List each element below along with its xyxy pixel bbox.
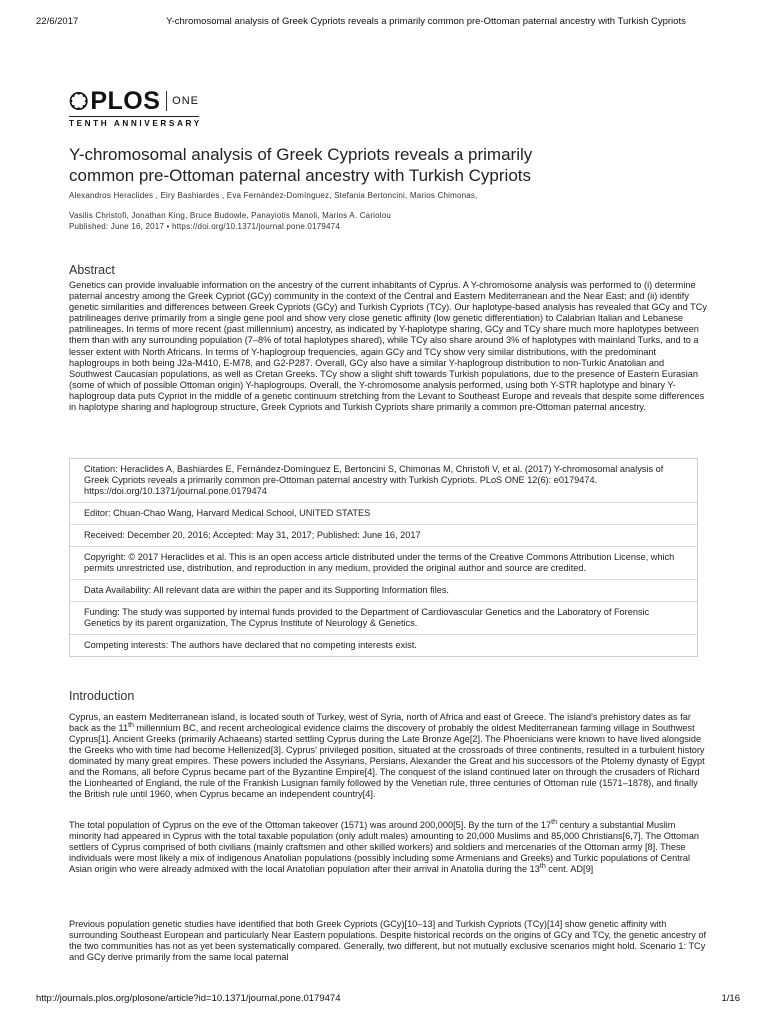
superscript: th [551, 818, 557, 826]
paragraph-text: century a substantial Muslim minority had appeared in Cyprus with the total taxable population (only adult males) amounting to 20,000 Muslims and 85,000 Christians[6,7]. The Ottoman settlers of Cyprus comprised of both civilians (mainly craftsmen and other skilled workers) and soldiers and mercenaries of the Ottoman army [8]. These individuals were most likely a mix of indigenous Anatolian populations (possibly including some Armenians and Greeks) and Turkic populations of Central Asian origin who were already admixed with the local Anatolian population after their arrival in Anatolia during the 13 [69, 820, 700, 874]
competing-interests-item: Competing interests: The authors have declared that no competing interests exist. [84, 640, 417, 650]
author-list-line[interactable]: Alexandros Heraclides , Eiry Bashiardes , Eva Fernández-Domínguez, Stefania Bertoncini, Marios Chimonas, [69, 191, 478, 200]
logo-wordmark: PLOS [90, 87, 161, 115]
plos-one-logo[interactable] [69, 87, 202, 128]
plos-logo-icon [69, 88, 88, 114]
dates-item: Received: December 20, 2016; Accepted: May 31, 2017; Published: June 16, 2017 [70, 525, 697, 547]
print-title: Y-chromosomal analysis of Greek Cypriots reveals a primarily common pre-Ottoman paternal ancestry with Turkish Cypriots [166, 16, 686, 27]
abstract-text: Genetics can provide invaluable information on the ancestry of the current inhabitants of Cyprus. A Y-chromosome analysis was performed to (i) determine paternal ancestry among the Greek Cypriot (GCy) community in the context of the Central and Eastern Mediterranean and the Near East; and (ii) identify genetic similarities and differences between Greek Cypriots (GCy) and Turkish Cypriots (TCy). Our haplotype-based analysis has revealed that GCy and TCy patrilineages derive primarily from a single gene pool and show very close genetic affinity (low genetic differentiation) to Calabrian Italian and Lebanese patrilineages. In terms of more recent (past millennium) ancestry, as indicated by Y-haplotype sharing, GCy and TCy share much more haplotypes between them than with any surrounding population (7–8% of total haplotypes shared), while TCy also share around 3% of haplotypes with mainland Turks, and to a lesser extent with North Africans. In terms of Y-haplogroup frequencies, again GCy and TCy show very similar distributions, with the predominant haplogroups in both being J2a-M410, E-M78, and G2-P287. Overall, GCy also have a similar Y-haplogroup distribution to non-Turkic Anatolian and Southwest Caucasian populations, as well as Cretan Greeks. TCy show a slight shift towards Turkish populations, due to the presence of Eastern Eurasian (some of which of possible Ottoman origin) Y-haplogroups. Overall, the Y-chromosome analysis performed, using both Y-STR haplotype and binary Y-haplogroup data puts Cypriot in the middle of a genetic continuum stretching from the Levant to Southeast Europe and reveals that despite some differences in haplotype sharing and haplogroup structure, Greek Cypriots and Turkish Cypriots share primarily a common pre-Ottoman paternal ancestry. [69, 280, 707, 413]
funding-item: Funding: The study was supported by internal funds provided to the Department of Cardiovascular Genetics and the Laboratory of Forensic Genetics by its parent organization, The Cyprus Institute of Neurology & Genetics. [70, 602, 697, 635]
data-availability-item: Data Availability: All relevant data are within the paper and its Supporting Information files. [70, 580, 697, 602]
article-title: Y-chromosomal analysis of Greek Cypriots reveals a primarily common pre-Ottoman paternal ancestry with Turkish Cypriots [69, 145, 533, 185]
introduction-paragraph: Previous population genetic studies have identified that both Greek Cypriots (GCy)[10–13] and Turkish Cypriots (TCy)[14] show genetic affinity with surrounding Southeast European and particularly Near Eastern populations. Despite historical records on the origins of GCy and TCy, the genetic ancestry of the two communities has not as yet been systematically compared. Generally, two different, but not mutually exclusive scenarios might hold. Scenario 1: TCy and GCy derive primarily from the same local paternal [69, 919, 707, 962]
article-info-box [69, 458, 698, 657]
print-header [36, 16, 744, 27]
print-date: 22/6/2017 [36, 16, 79, 27]
print-footer [36, 993, 740, 1004]
superscript: th [128, 721, 134, 729]
page-url[interactable]: http://journals.plos.org/plosone/article?id=10.1371/journal.pone.0179474 [36, 993, 341, 1004]
author-list-line[interactable]: Vasilis Christofi, Jonathan King, Bruce Budowle, Panayiotis Manoli, Marios A. Cariolou [69, 211, 392, 220]
author-list [69, 186, 629, 226]
publication-info[interactable]: Published: June 16, 2017 • https://doi.org/10.1371/journal.pone.0179474 [69, 222, 340, 231]
abstract-heading: Abstract [69, 263, 115, 277]
paragraph-text: cent. AD[9] [545, 864, 594, 874]
superscript: th [539, 862, 546, 870]
editor-item: Editor: Chuan-Chao Wang, Harvard Medical School, UNITED STATES [70, 503, 697, 525]
citation-item: Citation: Heraclides A, Bashiardes E, Fernández-Domínguez E, Bertoncini S, Chimonas M, Christofi V, et al. (2017) Y-chromosomal analysis of Greek Cypriots reveals a primarily common pre-Ottoman paternal ancestry with Turkish Cypriots. PLoS ONE 12(6): e0179474. https://doi.org/10.1371/journal.pone.0179474 [70, 459, 697, 503]
logo-divider [166, 91, 167, 111]
copyright-item: Copyright: © 2017 Heraclides et al. This is an open access article distributed under the terms of the Creative Commons Attribution License, which permits unrestricted use, distribution, and reproduction in any medium, provided the original author and source are credited. [70, 547, 697, 580]
introduction-paragraph [69, 712, 709, 800]
paragraph-text: The total population of Cyprus on the eve of the Ottoman takeover (1571) was around 200,000[5]. By the turn of the 17 [69, 820, 552, 830]
logo-tagline: TENTH ANNIVERSARY [69, 116, 199, 128]
paragraph-text: Cyprus, an eastern Mediterranean island, is located south of Turkey, west of Syria, north of Africa and east of Greece. The island's prehistory dates as far back as the 11 [69, 712, 691, 733]
paragraph-text: millennium BC, and recent archeological evidence claims the discovery of probably the oldest Mediterranean farming village in Southwest Cyprus[1]. Ancient Greeks (primarily Achaeans) started settling Cyprus during the Late Bronze Age[2]. The Phoenicians were known to have lived alongside the Greeks who with time had become Hellenized[3]. Cyprus' privileged position, situated at the crossroads of three continents, resulted in a turbulent history dominated by many great empires. These powers included the Assyrians, Persians, Alexander the Great and his successors of the Ptolemy dynasty of Egypt and the Romans, all before Cyprus became part of the Byzantine Empire[4]. The conquest of the island continued later on through the crusaders of Richard the Lionhearted of England, the rule of the Frankish Lusignan family followed by the Venetian rule, three centuries of Ottoman rule (1571–1878), and finally the British rule until 1960, when Cyprus became an independent country[4]. [69, 723, 705, 799]
introduction-heading: Introduction [69, 689, 135, 703]
logo-journal-name: ONE [172, 95, 199, 107]
introduction-paragraph [69, 820, 709, 875]
page-number: 1/16 [721, 993, 740, 1004]
